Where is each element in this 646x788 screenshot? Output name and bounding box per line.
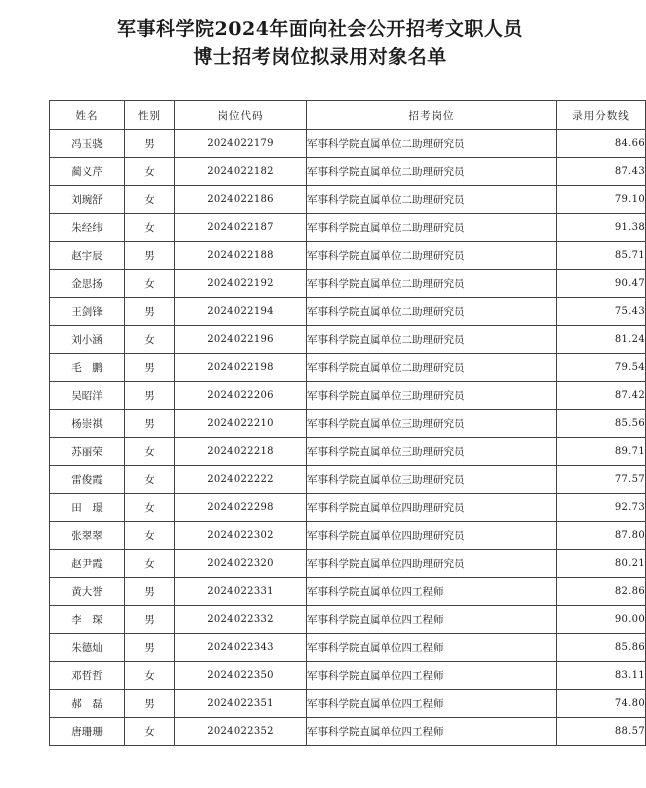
cell-code: 2024022187 — [175, 214, 307, 242]
cell-score: 92.73 — [557, 494, 646, 522]
cell-post: 军事科学院直属单位二助理研究员 — [307, 270, 557, 298]
cell-post: 军事科学院直属单位二助理研究员 — [307, 186, 557, 214]
cell-post: 军事科学院直属单位四工程师 — [307, 606, 557, 634]
cell-gender: 女 — [125, 494, 175, 522]
cell-score: 90.47 — [557, 270, 646, 298]
table-header-row — [50, 101, 646, 130]
table-row — [50, 522, 646, 550]
cell-gender: 女 — [125, 662, 175, 690]
table-row — [50, 466, 646, 494]
cell-name: 郝 磊 — [50, 690, 125, 718]
cell-code: 2024022298 — [175, 494, 307, 522]
cell-code: 2024022194 — [175, 298, 307, 326]
cell-gender: 女 — [125, 214, 175, 242]
cell-code: 2024022332 — [175, 606, 307, 634]
cell-code: 2024022351 — [175, 690, 307, 718]
cell-gender: 男 — [125, 690, 175, 718]
cell-score: 87.80 — [557, 522, 646, 550]
cell-score: 90.00 — [557, 606, 646, 634]
cell-post: 军事科学院直属单位二助理研究员 — [307, 130, 557, 158]
cell-name: 唐珊珊 — [50, 718, 125, 746]
cell-name: 刘小涵 — [50, 326, 125, 354]
table-row — [50, 662, 646, 690]
cell-score: 85.86 — [557, 634, 646, 662]
cell-post: 军事科学院直属单位二助理研究员 — [307, 158, 557, 186]
table-row — [50, 214, 646, 242]
cell-gender: 女 — [125, 186, 175, 214]
cell-code: 2024022352 — [175, 718, 307, 746]
cell-gender: 男 — [125, 578, 175, 606]
cell-post: 军事科学院直属单位四工程师 — [307, 634, 557, 662]
cell-gender: 女 — [125, 158, 175, 186]
cell-score: 85.71 — [557, 242, 646, 270]
cell-name: 邓哲哲 — [50, 662, 125, 690]
cell-score: 91.38 — [557, 214, 646, 242]
table-row — [50, 382, 646, 410]
table-row — [50, 158, 646, 186]
document-subtitle: 博士招考岗位拟录用对象名单 — [193, 46, 447, 68]
table-row — [50, 130, 646, 158]
cell-post: 军事科学院直属单位四工程师 — [307, 578, 557, 606]
cell-name: 金思扬 — [50, 270, 125, 298]
cell-score: 87.43 — [557, 158, 646, 186]
cell-name: 冯玉骁 — [50, 130, 125, 158]
table-row — [50, 298, 646, 326]
cell-gender: 男 — [125, 130, 175, 158]
cell-name: 张翠翠 — [50, 522, 125, 550]
cell-code: 2024022218 — [175, 438, 307, 466]
cell-gender: 男 — [125, 298, 175, 326]
cell-gender: 男 — [125, 410, 175, 438]
cell-post: 军事科学院直属单位二助理研究员 — [307, 242, 557, 270]
cell-code: 2024022222 — [175, 466, 307, 494]
cell-score: 75.43 — [557, 298, 646, 326]
cell-code: 2024022198 — [175, 354, 307, 382]
cell-post: 军事科学院直属单位四工程师 — [307, 718, 557, 746]
admission-table — [49, 100, 646, 746]
cell-gender: 女 — [125, 270, 175, 298]
cell-post: 军事科学院直属单位三助理研究员 — [307, 410, 557, 438]
cell-post: 军事科学院直属单位二助理研究员 — [307, 354, 557, 382]
cell-code: 2024022343 — [175, 634, 307, 662]
cell-name: 苏丽荣 — [50, 438, 125, 466]
cell-post: 军事科学院直属单位二助理研究员 — [307, 326, 557, 354]
cell-score: 89.71 — [557, 438, 646, 466]
cell-score: 85.56 — [557, 410, 646, 438]
header-score: 录用分数线 — [557, 101, 646, 130]
cell-code: 2024022186 — [175, 186, 307, 214]
cell-score: 79.54 — [557, 354, 646, 382]
table-row — [50, 354, 646, 382]
header-gender: 性别 — [125, 101, 175, 130]
cell-post: 军事科学院直属单位三助理研究员 — [307, 438, 557, 466]
header-post: 招考岗位 — [307, 101, 557, 130]
cell-gender: 男 — [125, 634, 175, 662]
table-body — [50, 130, 646, 746]
cell-name: 朱德灿 — [50, 634, 125, 662]
cell-name: 田 璟 — [50, 494, 125, 522]
table-row — [50, 242, 646, 270]
cell-gender: 男 — [125, 354, 175, 382]
table-row — [50, 690, 646, 718]
cell-post: 军事科学院直属单位二助理研究员 — [307, 214, 557, 242]
cell-name: 黄大誉 — [50, 578, 125, 606]
header-name: 姓名 — [50, 101, 125, 130]
cell-name: 刘琬舒 — [50, 186, 125, 214]
cell-code: 2024022320 — [175, 550, 307, 578]
cell-name: 赵尹霞 — [50, 550, 125, 578]
cell-name: 杨崇祺 — [50, 410, 125, 438]
cell-score: 87.42 — [557, 382, 646, 410]
cell-code: 2024022206 — [175, 382, 307, 410]
cell-gender: 男 — [125, 382, 175, 410]
cell-score: 82.86 — [557, 578, 646, 606]
cell-gender: 女 — [125, 466, 175, 494]
cell-gender: 女 — [125, 718, 175, 746]
cell-gender: 女 — [125, 326, 175, 354]
cell-post: 军事科学院直属单位三助理研究员 — [307, 466, 557, 494]
cell-score: 79.10 — [557, 186, 646, 214]
cell-score: 74.80 — [557, 690, 646, 718]
cell-post: 军事科学院直属单位四助理研究员 — [307, 550, 557, 578]
cell-gender: 男 — [125, 606, 175, 634]
cell-score: 77.57 — [557, 466, 646, 494]
cell-code: 2024022302 — [175, 522, 307, 550]
header-code: 岗位代码 — [175, 101, 307, 130]
table-row — [50, 410, 646, 438]
cell-name: 吴昭洋 — [50, 382, 125, 410]
table-row — [50, 718, 646, 746]
cell-gender: 女 — [125, 550, 175, 578]
cell-code: 2024022210 — [175, 410, 307, 438]
cell-name: 王剑锋 — [50, 298, 125, 326]
cell-gender: 女 — [125, 522, 175, 550]
document-title: 军事科学院2024年面向社会公开招考文职人员 — [117, 18, 523, 40]
cell-post: 军事科学院直属单位四工程师 — [307, 690, 557, 718]
table-row — [50, 494, 646, 522]
cell-code: 2024022350 — [175, 662, 307, 690]
cell-code: 2024022179 — [175, 130, 307, 158]
table-row — [50, 438, 646, 466]
cell-code: 2024022188 — [175, 242, 307, 270]
cell-name: 朱经纬 — [50, 214, 125, 242]
cell-gender: 女 — [125, 438, 175, 466]
cell-name: 赵宇辰 — [50, 242, 125, 270]
cell-post: 军事科学院直属单位四助理研究员 — [307, 522, 557, 550]
cell-code: 2024022182 — [175, 158, 307, 186]
table-row — [50, 326, 646, 354]
table-row — [50, 270, 646, 298]
cell-name: 李 琛 — [50, 606, 125, 634]
cell-code: 2024022196 — [175, 326, 307, 354]
cell-score: 83.11 — [557, 662, 646, 690]
cell-score: 81.24 — [557, 326, 646, 354]
cell-name: 雷俊霞 — [50, 466, 125, 494]
cell-score: 88.57 — [557, 718, 646, 746]
table-row — [50, 606, 646, 634]
cell-post: 军事科学院直属单位四工程师 — [307, 662, 557, 690]
cell-name: 毛 鹏 — [50, 354, 125, 382]
table-row — [50, 578, 646, 606]
cell-score: 84.66 — [557, 130, 646, 158]
cell-gender: 男 — [125, 242, 175, 270]
table-row — [50, 186, 646, 214]
table-row — [50, 550, 646, 578]
table-row — [50, 634, 646, 662]
cell-post: 军事科学院直属单位四助理研究员 — [307, 494, 557, 522]
cell-code: 2024022331 — [175, 578, 307, 606]
cell-code: 2024022192 — [175, 270, 307, 298]
cell-score: 80.21 — [557, 550, 646, 578]
cell-post: 军事科学院直属单位三助理研究员 — [307, 382, 557, 410]
cell-post: 军事科学院直属单位二助理研究员 — [307, 298, 557, 326]
cell-name: 蔺义芹 — [50, 158, 125, 186]
